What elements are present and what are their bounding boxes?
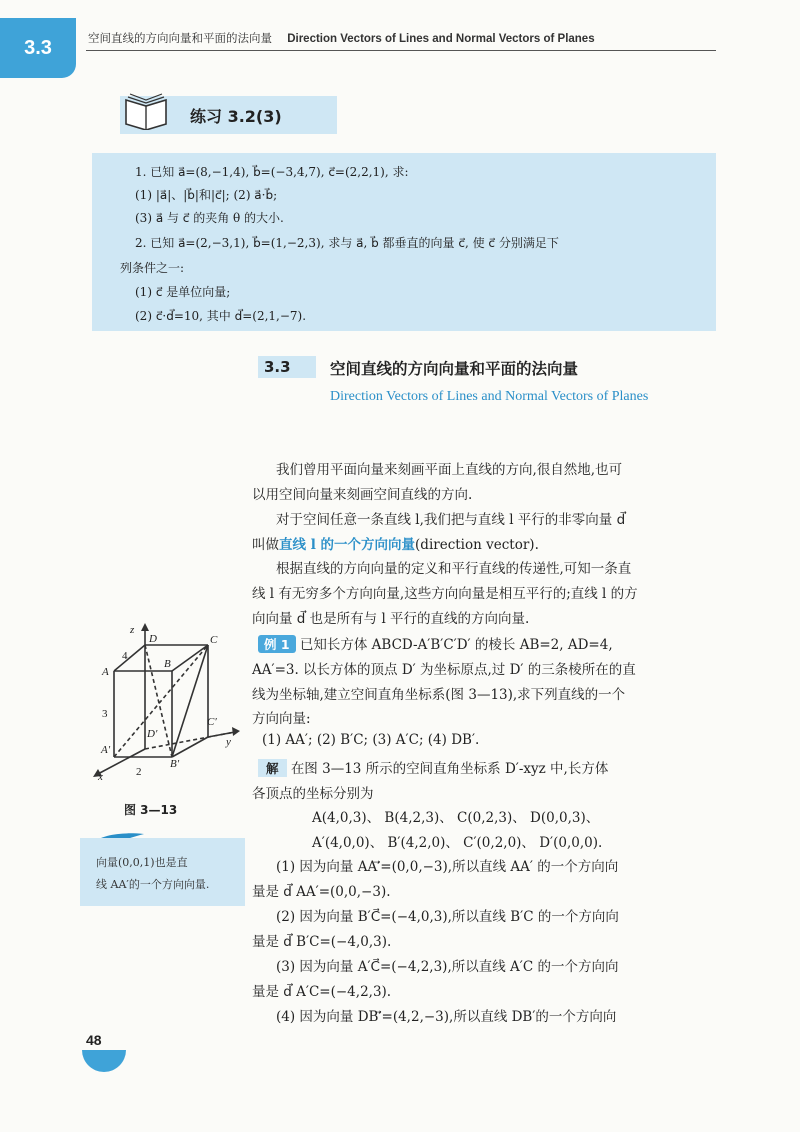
figure-caption: 图 3—13 bbox=[124, 803, 178, 817]
exercise-line: (2) c⃗·d⃗=10, 其中 d⃗=(2,1,−7). bbox=[135, 309, 307, 323]
label-Cp: C′ bbox=[207, 716, 217, 728]
label-C: C bbox=[210, 634, 218, 646]
label-Dp: D′ bbox=[147, 728, 158, 740]
example-line bbox=[258, 633, 723, 653]
body-line: A(4,0,3)、 B(4,2,3)、 C(0,2,3)、 D(0,0,3)、 bbox=[312, 810, 600, 826]
margin-note-line: 向量(0,0,1)也是直 bbox=[96, 856, 188, 869]
running-header-en: Direction Vectors of Lines and Normal Vectors of Planes bbox=[287, 33, 595, 45]
body-line: (1) AA′; (2) B′C; (3) A′C; (4) DB′. bbox=[262, 732, 480, 748]
example-label: 例 1 bbox=[258, 635, 296, 653]
section-number: 3.3 bbox=[264, 358, 291, 376]
page-number: 48 bbox=[86, 1032, 102, 1048]
body-line: (1) 因为向量 AA′⃗=(0,0,−3),所以直线 AA′ 的一个方向向 bbox=[276, 859, 619, 875]
z-arrow-icon bbox=[141, 623, 149, 631]
exercise-line: (1) c⃗ 是单位向量; bbox=[135, 285, 231, 299]
exercise-line: 列条件之一: bbox=[120, 261, 185, 275]
text-span: 叫做 bbox=[252, 537, 279, 553]
body-line: 对于空间任意一条直线 l,我们把与直线 l 平行的非零向量 d⃗ bbox=[276, 512, 626, 528]
body-line: A′(4,0,0)、 B′(4,2,0)、 C′(0,2,0)、 D′(0,0,0). bbox=[312, 835, 603, 851]
body-line: 量是 d⃗ A′C=(−4,2,3). bbox=[252, 984, 392, 1000]
text-span: 在图 3—13 所示的空间直角坐标系 D′-xyz 中,长方体 bbox=[290, 761, 609, 777]
margin-note-line: 线 AA′的一个方向向量. bbox=[96, 878, 210, 891]
running-header bbox=[88, 30, 595, 46]
label-y: y bbox=[226, 736, 231, 748]
label-3: 3 bbox=[102, 708, 108, 720]
exercise-title: 练习 3.2(3) bbox=[190, 107, 282, 126]
chapter-tab: 3.3 bbox=[0, 18, 76, 78]
term-highlight: 直线 l 的一个方向向量 bbox=[279, 537, 416, 553]
body-line: (4) 因为向量 DB′⃗=(4,2,−3),所以直线 DB′的一个方向向 bbox=[276, 1009, 617, 1025]
exercise-line: (3) a⃗ 与 c⃗ 的夹角 θ 的大小. bbox=[135, 211, 284, 225]
body-line: 根据直线的方向向量的定义和平行直线的传递性,可知一条直 bbox=[276, 561, 632, 577]
solution-label: 解 bbox=[258, 759, 287, 777]
body-line: 我们曾用平面向量来刻画平面上直线的方向,很自然地,也可 bbox=[276, 462, 623, 478]
body-line: (3) 因为向量 A′C⃗=(−4,2,3),所以直线 A′C 的一个方向向 bbox=[276, 959, 619, 975]
cuboid-figure bbox=[90, 615, 250, 785]
y-arrow-icon bbox=[232, 727, 240, 736]
section-title: 空间直线的方向向量和平面的法向量 bbox=[330, 360, 579, 378]
body-line: 以用空间向量来刻画空间直线的方向. bbox=[252, 487, 473, 503]
label-4: 4 bbox=[122, 650, 128, 662]
label-2: 2 bbox=[136, 766, 142, 778]
body-line: 向向量 d⃗ 也是所有与 l 平行的直线的方向向量. bbox=[252, 611, 530, 627]
body-line: 量是 d⃗ AA′=(0,0,−3). bbox=[252, 884, 391, 900]
label-B: B bbox=[164, 658, 171, 670]
body-line: 线为坐标轴,建立空间直角坐标系(图 3—13),求下列直线的一个 bbox=[252, 687, 626, 703]
header-rule bbox=[86, 50, 716, 51]
label-Bp: B′ bbox=[170, 758, 180, 770]
body-line: 量是 d⃗ B′C=(−4,0,3). bbox=[252, 934, 392, 950]
body-line: 线 l 有无穷多个方向向量,这些方向向量是相互平行的;直线 l 的方 bbox=[252, 586, 638, 602]
exercise-line: 1. 已知 a⃗=(8,−1,4), b⃗=(−3,4,7), c⃗=(2,2,1), 求: bbox=[135, 165, 409, 179]
margin-note bbox=[96, 852, 236, 896]
body-line: (2) 因为向量 B′C⃗=(−4,0,3),所以直线 B′C 的一个方向向 bbox=[276, 909, 619, 925]
label-D: D bbox=[149, 633, 157, 645]
exercise-line: 2. 已知 a⃗=(2,−3,1), b⃗=(1,−2,3), 求与 a⃗, b⃗ 都垂直的向量 c⃗, 使 c⃗ 分别满足下 bbox=[135, 236, 559, 250]
body-line: AA′=3. 以长方体的顶点 D′ 为坐标原点,过 D′ 的三条棱所在的直 bbox=[252, 662, 636, 678]
section-title-en: Direction Vectors of Lines and Normal Vectors of Planes bbox=[330, 389, 649, 404]
exercise-line: (1) |a⃗|、|b⃗|和|c⃗|; (2) a⃗·b⃗; bbox=[135, 188, 278, 202]
body-line: 各顶点的坐标分别为 bbox=[252, 786, 374, 802]
running-header-cn: 空间直线的方向向量和平面的法向量 bbox=[88, 33, 272, 45]
label-A: A bbox=[102, 666, 109, 678]
page-number-tab bbox=[82, 1050, 126, 1072]
y-axis-tip bbox=[208, 732, 235, 737]
text-span: (direction vector). bbox=[415, 537, 539, 553]
body-line: 方向向量: bbox=[252, 711, 311, 727]
label-Ap: A′ bbox=[101, 744, 111, 756]
book-icon bbox=[122, 90, 172, 130]
solution-line bbox=[258, 757, 723, 777]
label-x: x bbox=[98, 771, 103, 783]
text-span: 已知长方体 ABCD-A′B′C′D′ 的棱长 AB=2, AD=4, bbox=[299, 637, 613, 653]
body-line bbox=[252, 533, 717, 553]
label-z: z bbox=[130, 624, 135, 636]
